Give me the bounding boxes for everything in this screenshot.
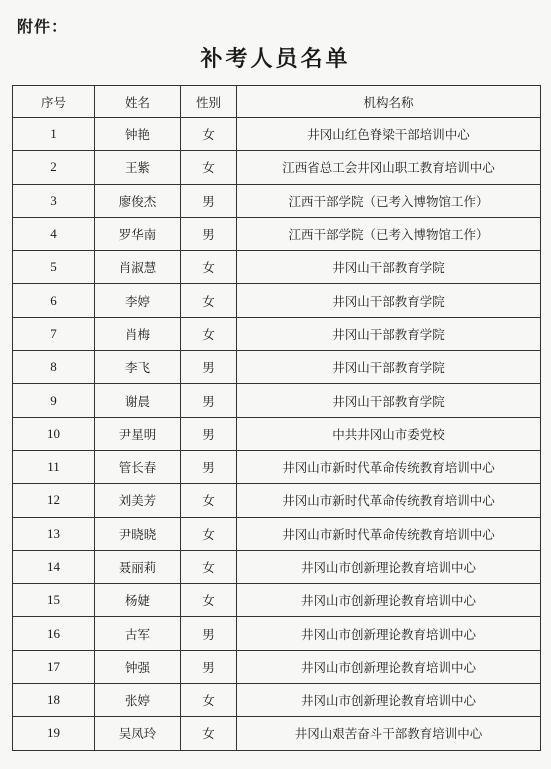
cell-name: 张婷	[95, 684, 181, 717]
table-row	[13, 617, 541, 650]
cell-gender: 男	[181, 384, 237, 417]
cell-name: 肖淑慧	[95, 251, 181, 284]
cell-gender: 女	[181, 284, 237, 317]
cell-seq: 12	[13, 484, 95, 517]
cell-seq: 19	[13, 717, 95, 750]
cell-gender: 女	[181, 517, 237, 550]
cell-gender: 女	[181, 684, 237, 717]
cell-gender: 女	[181, 118, 237, 151]
table-row	[13, 517, 541, 550]
cell-name: 钟强	[95, 650, 181, 683]
cell-seq: 5	[13, 251, 95, 284]
cell-seq: 2	[13, 151, 95, 184]
cell-org: 井冈山市创新理论教育培训中心	[237, 550, 541, 583]
column-header-org: 机构名称	[237, 86, 541, 118]
cell-org: 江西省总工会井冈山职工教育培训中心	[237, 151, 541, 184]
cell-gender: 男	[181, 184, 237, 217]
table-row	[13, 484, 541, 517]
cell-org: 井冈山干部教育学院	[237, 317, 541, 350]
cell-org: 井冈山干部教育学院	[237, 384, 541, 417]
cell-name: 廖俊杰	[95, 184, 181, 217]
cell-seq: 4	[13, 217, 95, 250]
table-row	[13, 684, 541, 717]
cell-seq: 15	[13, 584, 95, 617]
cell-gender: 男	[181, 450, 237, 483]
cell-gender: 女	[181, 151, 237, 184]
cell-seq: 9	[13, 384, 95, 417]
table-row	[13, 351, 541, 384]
page-title: 补考人员名单	[200, 47, 351, 72]
cell-seq: 3	[13, 184, 95, 217]
table-row	[13, 217, 541, 250]
table-header-row	[13, 86, 541, 118]
cell-name: 管长春	[95, 450, 181, 483]
cell-gender: 男	[181, 217, 237, 250]
cell-org: 井冈山市创新理论教育培训中心	[237, 584, 541, 617]
attachment-label: 附件：	[17, 17, 69, 36]
cell-seq: 11	[13, 450, 95, 483]
cell-gender: 男	[181, 617, 237, 650]
table-row	[13, 184, 541, 217]
table-row	[13, 384, 541, 417]
table-row	[13, 717, 541, 750]
cell-org: 井冈山红色脊梁干部培训中心	[237, 118, 541, 151]
cell-name: 吴凤玲	[95, 717, 181, 750]
cell-seq: 8	[13, 351, 95, 384]
table-row	[13, 417, 541, 450]
table-row	[13, 317, 541, 350]
cell-gender: 女	[181, 317, 237, 350]
cell-gender: 女	[181, 584, 237, 617]
table-row	[13, 118, 541, 151]
cell-seq: 7	[13, 317, 95, 350]
cell-gender: 女	[181, 550, 237, 583]
cell-name: 刘美芳	[95, 484, 181, 517]
cell-name: 李婷	[95, 284, 181, 317]
cell-name: 李飞	[95, 351, 181, 384]
cell-org: 井冈山干部教育学院	[237, 251, 541, 284]
cell-gender: 男	[181, 650, 237, 683]
cell-org: 中共井冈山市委党校	[237, 417, 541, 450]
cell-name: 古军	[95, 617, 181, 650]
cell-org: 井冈山市创新理论教育培训中心	[237, 684, 541, 717]
column-header-gender: 性别	[181, 86, 237, 118]
cell-seq: 16	[13, 617, 95, 650]
cell-name: 谢晨	[95, 384, 181, 417]
table-row	[13, 450, 541, 483]
cell-name: 尹晓晓	[95, 517, 181, 550]
cell-org: 江西干部学院（已考入博物馆工作）	[237, 217, 541, 250]
cell-seq: 6	[13, 284, 95, 317]
cell-org: 井冈山市创新理论教育培训中心	[237, 617, 541, 650]
roster-table	[12, 85, 541, 751]
table-row	[13, 650, 541, 683]
table-row	[13, 151, 541, 184]
cell-seq: 14	[13, 550, 95, 583]
table-row	[13, 284, 541, 317]
column-header-seq: 序号	[13, 86, 95, 118]
cell-name: 罗华南	[95, 217, 181, 250]
cell-gender: 女	[181, 717, 237, 750]
cell-org: 江西干部学院（已考入博物馆工作）	[237, 184, 541, 217]
roster-body	[13, 118, 541, 751]
cell-gender: 男	[181, 417, 237, 450]
cell-org: 井冈山市创新理论教育培训中心	[237, 650, 541, 683]
cell-name: 钟艳	[95, 118, 181, 151]
cell-org: 井冈山艰苦奋斗干部教育培训中心	[237, 717, 541, 750]
table-row	[13, 550, 541, 583]
cell-seq: 13	[13, 517, 95, 550]
cell-seq: 1	[13, 118, 95, 151]
cell-seq: 10	[13, 417, 95, 450]
cell-name: 聂丽莉	[95, 550, 181, 583]
table-row	[13, 584, 541, 617]
cell-name: 肖梅	[95, 317, 181, 350]
cell-name: 尹星明	[95, 417, 181, 450]
cell-org: 井冈山干部教育学院	[237, 284, 541, 317]
cell-seq: 18	[13, 684, 95, 717]
cell-gender: 女	[181, 251, 237, 284]
cell-org: 井冈山干部教育学院	[237, 351, 541, 384]
cell-org: 井冈山市新时代革命传统教育培训中心	[237, 484, 541, 517]
column-header-name: 姓名	[95, 86, 181, 118]
cell-gender: 男	[181, 351, 237, 384]
cell-seq: 17	[13, 650, 95, 683]
cell-org: 井冈山市新时代革命传统教育培训中心	[237, 450, 541, 483]
cell-gender: 女	[181, 484, 237, 517]
cell-org: 井冈山市新时代革命传统教育培训中心	[237, 517, 541, 550]
cell-name: 杨婕	[95, 584, 181, 617]
cell-name: 王紫	[95, 151, 181, 184]
table-row	[13, 251, 541, 284]
